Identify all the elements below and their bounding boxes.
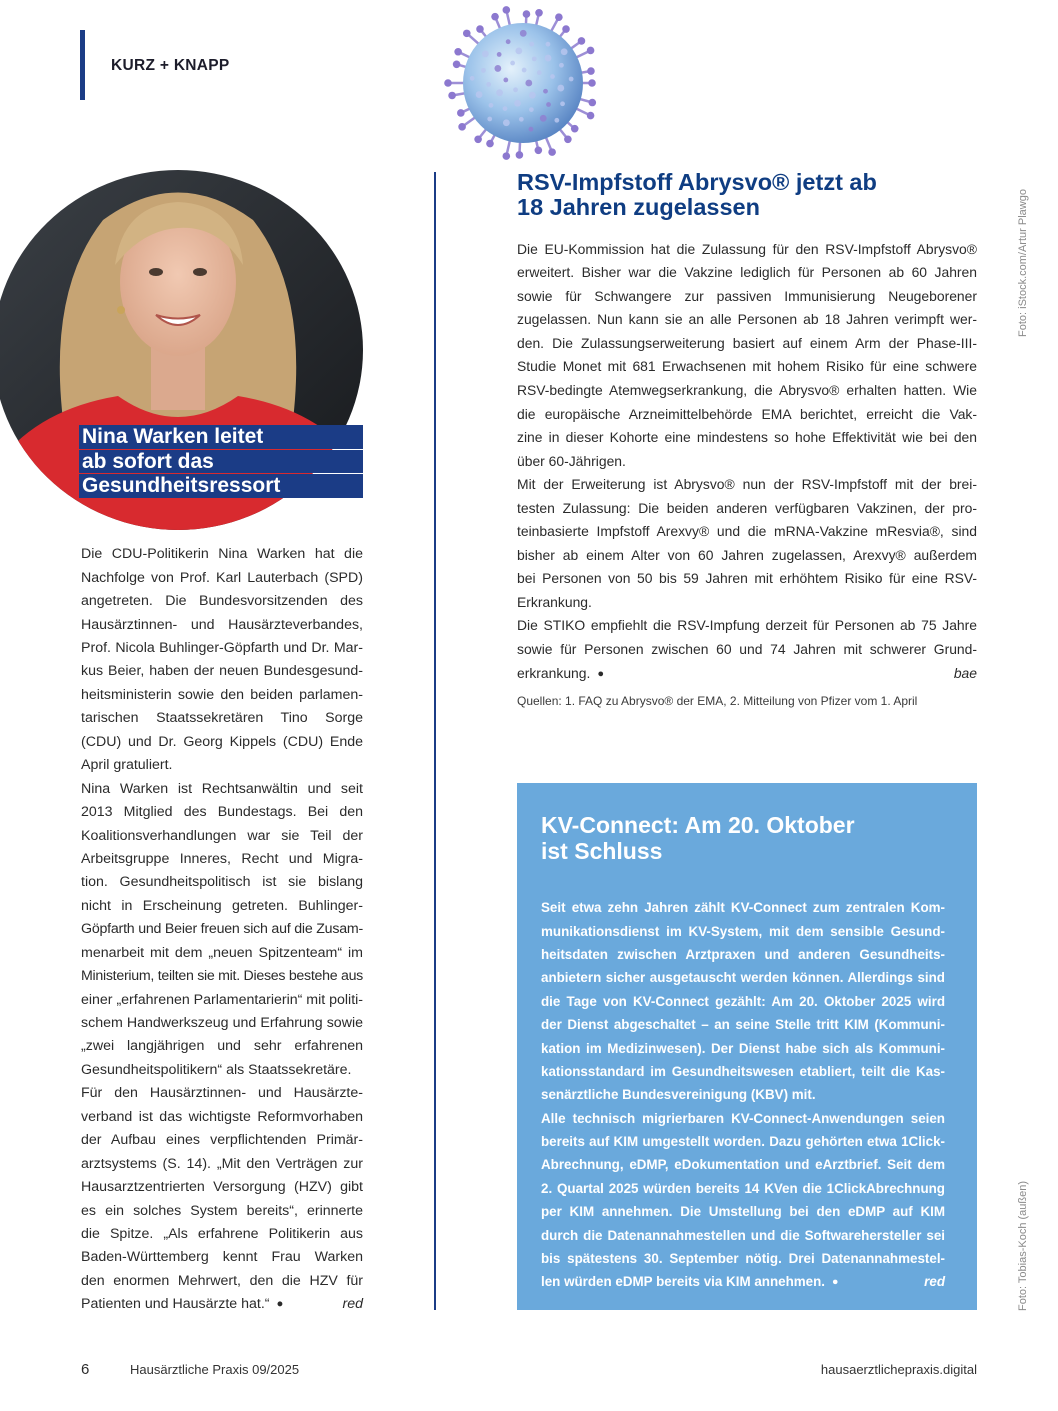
text-line-content: Gesundheitspolitikern“ als Staatssekretäre. bbox=[81, 1061, 352, 1078]
text-line bbox=[81, 871, 363, 894]
footer-website: hausaerztlichepraxis.digital bbox=[820, 1362, 977, 1377]
text-line bbox=[541, 1177, 945, 1200]
virus-spike-tip bbox=[463, 30, 471, 38]
virus-body bbox=[463, 23, 583, 143]
text-line bbox=[541, 966, 945, 989]
text-line bbox=[81, 707, 363, 730]
text-line bbox=[81, 1223, 363, 1246]
text-line-content: Für den Hausärztinnen- und Hausärzte- bbox=[81, 1085, 363, 1102]
text-line bbox=[541, 1060, 945, 1083]
kv-connect-body bbox=[541, 896, 945, 1294]
text-line bbox=[81, 567, 363, 590]
headline-line: ab sofort das bbox=[79, 450, 363, 474]
virus-spike-tip bbox=[454, 48, 462, 56]
text-line bbox=[517, 403, 977, 427]
text-line bbox=[81, 1106, 363, 1129]
virus-surface-bump bbox=[543, 89, 548, 94]
author-signature: bae bbox=[953, 664, 977, 681]
text-line-content: Die EU-Kommission hat die Zulassung für den RSV-Impfstoff Abrysvo® bbox=[517, 240, 977, 257]
text-line bbox=[81, 1153, 363, 1176]
virus-spike-tip bbox=[444, 79, 452, 87]
author-signature: red bbox=[342, 1296, 363, 1313]
text-line bbox=[81, 825, 363, 848]
virus-surface-bump bbox=[519, 117, 524, 122]
virus-surface-bump bbox=[525, 80, 532, 87]
virus-surface-bump bbox=[503, 106, 508, 111]
text-line bbox=[81, 1129, 363, 1152]
virus-surface-bump bbox=[503, 119, 510, 126]
text-line-content: tion. Gesundheitspolitisch ist sie bislang bbox=[81, 874, 363, 891]
text-line-content: verband ist das wichtigste Reformvorhaben bbox=[81, 1108, 363, 1125]
virus-surface-bump bbox=[510, 61, 515, 66]
text-line-content: kation im Medizinwesen). Der Dienst habe sich als Kommuni- bbox=[541, 1040, 945, 1056]
virus-surface-bump bbox=[529, 107, 534, 112]
virus-surface-bump bbox=[560, 101, 565, 106]
text-line-content: len würden eDMP bereits via KIM annehmen. bbox=[541, 1274, 826, 1290]
text-line-content: Erkrankung. bbox=[517, 593, 592, 610]
rsv-article-sources: Quellen: 1. FAQ zu Abrysvo® der EMA, 2. Mitteilung von Pfizer vom 1. April bbox=[517, 694, 918, 708]
virus-surface-bump bbox=[494, 65, 501, 72]
text-line bbox=[517, 450, 977, 474]
text-line bbox=[517, 308, 977, 332]
virus-surface-bump bbox=[489, 103, 494, 108]
virus-surface-bump bbox=[481, 68, 486, 73]
text-line-content: bis spätestens 30. September nötig. Drei Datenannahmestel- bbox=[541, 1250, 945, 1266]
text-line bbox=[81, 1176, 363, 1199]
virus-surface-bump bbox=[506, 39, 511, 44]
section-label: KURZ + KNAPP bbox=[111, 57, 230, 74]
text-line-content: Abrechnung, eDMP, eDokumentation und eArztbrief. Seit dem bbox=[541, 1157, 945, 1173]
virus-surface-bump bbox=[557, 85, 564, 92]
text-line bbox=[81, 1059, 363, 1082]
virus-surface-bump bbox=[559, 63, 564, 68]
text-line bbox=[517, 662, 977, 687]
virus-surface-bump bbox=[529, 92, 536, 99]
virus-surface-bump bbox=[515, 47, 522, 54]
text-line-content: zugelassen. Nun kann sie an alle Personen ab 18 Jahren verimpft wer- bbox=[517, 311, 977, 328]
text-line bbox=[517, 497, 977, 521]
text-line-content: nicht in Erscheinung getreten. Buhlinger- bbox=[81, 897, 363, 914]
text-line-content: 2013 Mitglied des Bundestags. Bei den bbox=[81, 804, 363, 821]
text-line bbox=[517, 261, 977, 285]
text-line-content: einer „erfahrenen Parlamentarierin“ mit politi- bbox=[81, 991, 363, 1008]
end-bullet: ● bbox=[597, 667, 605, 680]
text-line-content: Patienten und Hausärzte hat.“ bbox=[81, 1296, 270, 1313]
text-line bbox=[81, 801, 363, 824]
text-line bbox=[517, 567, 977, 591]
text-line-content: tarischen Staatssekretären Tino Sorge bbox=[81, 710, 363, 727]
text-line-content: bereits auf KIM umgestellt worden. Dazu gehörten etwa 1Click- bbox=[541, 1134, 945, 1150]
virus-surface-bump bbox=[487, 117, 492, 122]
text-line-content: teinbasierte Impfstoff Arexvy® und die mRNA-Vakzine mResvia®, sind bbox=[517, 523, 977, 540]
text-line bbox=[517, 426, 977, 450]
photo-credit-cover: Foto: Tobias-Koch (außen) bbox=[1017, 1180, 1029, 1311]
text-line bbox=[81, 778, 363, 801]
virus-spike-tip bbox=[548, 148, 556, 156]
text-line bbox=[541, 1130, 945, 1153]
text-line-content: per KIM annehmen. Die Umstellung bei den eDMP auf KIM bbox=[541, 1204, 945, 1220]
virus-surface-bump bbox=[532, 56, 537, 61]
text-line bbox=[81, 1082, 363, 1105]
kv-connect-headline bbox=[541, 812, 951, 864]
text-line bbox=[541, 896, 945, 919]
text-line-content: testen Zulassung: Die beiden anderen verfügbaren Vakzinen, der pro- bbox=[517, 499, 977, 516]
text-line-content: senärztliche Bundesvereinigung (KBV) mit. bbox=[541, 1087, 816, 1103]
headline-line: Gesundheitsressort bbox=[79, 474, 363, 498]
text-line bbox=[81, 637, 363, 660]
virus-surface-bump bbox=[554, 118, 559, 123]
text-line bbox=[81, 1035, 363, 1058]
text-line bbox=[81, 1200, 363, 1223]
virus-surface-bump bbox=[514, 100, 521, 107]
text-line-content: bisher ab einem Alter von 60 Jahren zugelassen, Arexvy® außerdem bbox=[517, 546, 977, 563]
text-line-content: die europäische Arzneimittelbehörde EMA berichtet, erreicht die Vak- bbox=[517, 405, 977, 422]
text-line-content: Nachfolge von Prof. Karl Lauterbach (SPD) bbox=[81, 569, 363, 586]
text-line-content: Hausärztinnen- und Hausärzteverbandes, bbox=[81, 616, 363, 633]
virus-spike-tip bbox=[587, 112, 595, 120]
text-line bbox=[517, 379, 977, 403]
text-line bbox=[81, 848, 363, 871]
virus-spike-tip bbox=[587, 47, 595, 55]
text-line-content: April gratuliert. bbox=[81, 757, 173, 774]
text-line bbox=[517, 238, 977, 262]
text-line-content: (CDU) und Dr. Georg Kippels (CDU) Ende bbox=[81, 733, 363, 750]
text-line bbox=[541, 943, 945, 966]
virus-spike-tip bbox=[448, 92, 456, 100]
virus-spike-tip bbox=[535, 146, 543, 154]
text-line bbox=[81, 754, 363, 777]
text-line-content: zine in dieser Kohorte eine mindestens so hohe Effektivität wie bei den bbox=[517, 429, 977, 446]
text-line-content: der Dienst abgeschaltet – an seine Stelle tritt KIM (Kommuni- bbox=[541, 1017, 945, 1033]
author-signature: red bbox=[924, 1274, 945, 1290]
text-line bbox=[81, 942, 363, 965]
text-line bbox=[541, 1153, 945, 1176]
virus-surface-bump bbox=[520, 30, 527, 37]
text-line-content: Seit etwa zehn Jahren zählt KV-Connect zum zentralen Kom- bbox=[541, 900, 945, 916]
text-line bbox=[517, 614, 977, 638]
text-line bbox=[517, 591, 977, 615]
text-line-content: arztsystems (S. 14). „Mit den Verträgen zur bbox=[81, 1155, 363, 1172]
page-number: 6 bbox=[81, 1361, 90, 1378]
headline-line: KV-Connect: Am 20. Oktober bbox=[541, 812, 855, 838]
text-line-content: Mit der Erweiterung ist Abrysvo® nun der RSV-Impfstoff mit der brei- bbox=[517, 476, 977, 493]
text-line-content: die Spitze. „Als erfahrene Politikerin aus bbox=[81, 1225, 363, 1242]
text-line-content: schem Handwerkszeug und Erfahrung sowie bbox=[81, 1015, 363, 1032]
virus-surface-bump bbox=[486, 82, 491, 87]
text-line-content: sowie für Schwangere zur passiven Immunisierung Neugeborener bbox=[517, 287, 977, 304]
text-line-content: die Tage von KV-Connect gezählt: Am 20. Oktober 2025 wird bbox=[541, 993, 945, 1009]
text-line bbox=[541, 1247, 945, 1270]
text-line-content: Nina Warken ist Rechtsanwältin und seit bbox=[81, 780, 363, 797]
virus-surface-bump bbox=[496, 89, 503, 96]
text-line-content: Studie Monet mit 681 Erwachsenen mit hohem Risiko für eine schwere bbox=[517, 358, 977, 375]
virus-spike-tip bbox=[571, 125, 579, 133]
text-line bbox=[81, 1246, 363, 1269]
footer-issue: Hausärztliche Praxis 09/2025 bbox=[130, 1362, 300, 1377]
column-divider bbox=[434, 172, 436, 1310]
text-line bbox=[517, 544, 977, 568]
text-line-content: Die STIKO empfiehlt die RSV-Impfung derzeit für Personen ab 75 Jahre bbox=[517, 617, 977, 634]
text-line bbox=[541, 1013, 945, 1036]
text-line bbox=[541, 1083, 945, 1106]
virus-surface-bump bbox=[569, 77, 574, 82]
text-line-content: heitsdaten zwischen Arztpraxen und anderen Gesundheits- bbox=[541, 947, 945, 963]
text-line bbox=[541, 1224, 945, 1247]
virus-spike-tip bbox=[503, 152, 511, 160]
virus-spike-tip bbox=[535, 9, 543, 17]
text-line-content: erweitert. Bisher war die Vakzine lediglich für Personen ab 60 Jahren bbox=[517, 264, 977, 281]
virus-surface-bump bbox=[497, 52, 502, 57]
virus-surface-bump bbox=[503, 78, 508, 83]
text-line-content: RSV-bedingte Atemwegserkrankung, die Abrysvo® erhalten hatten. Wie bbox=[517, 381, 977, 398]
portrait-earring bbox=[117, 306, 125, 314]
text-line bbox=[81, 684, 363, 707]
text-line bbox=[541, 1270, 945, 1294]
virus-spike-tip bbox=[476, 25, 484, 33]
text-line-content: heitsministerin sowie den beiden parlamen- bbox=[81, 686, 363, 703]
text-line bbox=[517, 355, 977, 379]
text-line-content: „zwei langjährigen und sehr erfahrenen bbox=[81, 1038, 363, 1055]
virus-surface-bump bbox=[476, 91, 483, 98]
text-line-content: kus Beier, haben der neuen Bundesgesund- bbox=[81, 663, 363, 680]
text-line bbox=[81, 660, 363, 683]
text-line-content: angetreten. Die Bundesvorsitzenden des bbox=[81, 593, 363, 610]
virus-spike-tip bbox=[491, 13, 499, 21]
text-line bbox=[81, 1293, 363, 1316]
text-line-content: anbietern sicher ausgetauscht werden können. Allerdings sind bbox=[541, 970, 945, 986]
text-line-content: Baden-Württemberg kennt Frau Warken bbox=[81, 1249, 363, 1266]
virus-spike-tip bbox=[589, 99, 597, 107]
virus-spike-tip bbox=[458, 123, 466, 131]
virus-surface-bump bbox=[529, 127, 534, 132]
virus-spike-tip bbox=[523, 10, 531, 18]
portrait-eye-left bbox=[149, 268, 163, 276]
virus-spike-tip bbox=[474, 135, 482, 143]
text-line-content: erkrankung. bbox=[517, 664, 591, 681]
text-line bbox=[81, 1270, 363, 1293]
text-line bbox=[517, 332, 977, 356]
text-line bbox=[541, 1037, 945, 1060]
text-line-content: Alle technisch migrierbaren KV-Connect-Anwendungen seien bbox=[541, 1110, 945, 1126]
headline-line: 18 Jahren zugelassen bbox=[517, 193, 760, 220]
text-line bbox=[81, 731, 363, 754]
virus-spike-tip bbox=[555, 13, 563, 21]
text-line bbox=[81, 590, 363, 613]
portrait-eye-right bbox=[193, 268, 207, 276]
text-line bbox=[517, 520, 977, 544]
text-line bbox=[541, 1107, 945, 1130]
virus-spike-tip bbox=[516, 151, 524, 159]
nina-warken-headline bbox=[79, 425, 363, 499]
nina-warken-article-body bbox=[81, 543, 363, 1316]
text-line-content: es ein solches System bereits“, erinnerte bbox=[81, 1202, 363, 1219]
virus-spike-tip bbox=[453, 61, 461, 69]
virus-illustration bbox=[443, 3, 603, 163]
virus-surface-bump bbox=[529, 42, 534, 47]
text-line bbox=[81, 918, 363, 941]
headline-line: RSV-Impfstoff Abrysvo® jetzt ab bbox=[517, 168, 877, 195]
text-line-content: den enormen Mehrwert, den die HZV für bbox=[81, 1272, 363, 1289]
end-bullet: ● bbox=[276, 1298, 284, 1311]
headline-line: Nina Warken leitet bbox=[79, 425, 363, 449]
virus-spike-tip bbox=[457, 109, 465, 117]
text-line bbox=[517, 638, 977, 662]
text-line-content: Göpfarth und Beier freuen sich auf die Zusam- bbox=[81, 921, 363, 938]
text-line-content: kationsstandard im Gesundheitswesen etabliert, teilt die Kas- bbox=[541, 1063, 945, 1079]
text-line-content: 2. Quartal 2025 würden bereits 14 KVen die 1ClickAbrechnung bbox=[541, 1180, 945, 1196]
text-line-content: Arbeitsgruppe Inneres, Recht und Migra- bbox=[81, 850, 363, 867]
text-line bbox=[541, 920, 945, 943]
text-line bbox=[541, 1200, 945, 1223]
text-line-content: Hausarztzentrierten Versorgung (HZV) gibt bbox=[81, 1179, 363, 1196]
headline-line: ist Schluss bbox=[541, 838, 663, 864]
text-line-content: Die CDU-Politikerin Nina Warken hat die bbox=[81, 546, 363, 563]
text-line bbox=[81, 543, 363, 566]
text-line bbox=[81, 965, 363, 988]
virus-surface-bump bbox=[470, 76, 475, 81]
text-line-content: den. Die Zulassungserweiterung basiert auf einem Arm der Phase-III- bbox=[517, 334, 977, 351]
virus-spike-tip bbox=[486, 140, 494, 148]
text-line-content: Prof. Nicola Buhlinger-Göpfarth und Dr. Mar- bbox=[81, 640, 363, 657]
virus-spike-tip bbox=[503, 6, 511, 14]
virus-surface-bump bbox=[522, 68, 527, 73]
text-line-content: sowie für Personen zwischen 60 und 74 Jahren mit schwerer Grund- bbox=[517, 640, 977, 657]
text-line-content: Ministerium, teilten sie mit. Dieses bestehe aus bbox=[81, 968, 363, 985]
text-line-content: über 60-Jährigen. bbox=[517, 452, 626, 469]
end-bullet: ● bbox=[832, 1276, 839, 1289]
section-accent-bar bbox=[80, 30, 85, 100]
text-line-content: bei Personen von 50 bis 59 Jahren mit erhöhtem Risiko für eine RSV- bbox=[517, 570, 977, 587]
virus-surface-bump bbox=[561, 48, 568, 55]
text-line bbox=[81, 1012, 363, 1035]
text-line bbox=[517, 285, 977, 309]
virus-surface-bump bbox=[545, 55, 552, 62]
text-line-content: Koalitionsverhandlungen war sie Teil der bbox=[81, 827, 363, 844]
text-line-content: durch die Datenannahmestellen und die Softwarehersteller sei bbox=[541, 1227, 945, 1243]
rsv-article-body bbox=[517, 238, 977, 686]
text-line bbox=[517, 473, 977, 497]
virus-spike-tip bbox=[578, 37, 586, 45]
photo-credit-virus: Foto: iStock.com/Artur Plawgo bbox=[1017, 189, 1029, 337]
virus-surface-bump bbox=[546, 102, 551, 107]
virus-surface-bump bbox=[482, 50, 489, 57]
virus-spike-tip bbox=[562, 25, 570, 33]
virus-spike-tip bbox=[587, 67, 595, 75]
virus-spike-tip bbox=[564, 135, 572, 143]
rsv-article-headline bbox=[517, 170, 977, 220]
kv-connect-infobox bbox=[517, 783, 977, 1310]
virus-surface-bump bbox=[550, 74, 555, 79]
text-line-content: der Aufbau eines verpflichtenden Primär- bbox=[81, 1132, 363, 1149]
virus-surface-bump bbox=[540, 115, 547, 122]
virus-spike-tip bbox=[588, 79, 596, 87]
virus-surface-bump bbox=[537, 70, 542, 75]
text-line bbox=[81, 989, 363, 1012]
virus-surface-bump bbox=[513, 87, 518, 92]
virus-surface-bump bbox=[546, 42, 551, 47]
text-line-content: menarbeit mit dem „neuen Spitzenteam“ im bbox=[81, 944, 363, 961]
text-line bbox=[541, 990, 945, 1013]
text-line bbox=[81, 895, 363, 918]
text-line-content: munikationsdienst im KV-System, mit dem sensible Gesund- bbox=[541, 923, 945, 939]
text-line bbox=[81, 614, 363, 637]
